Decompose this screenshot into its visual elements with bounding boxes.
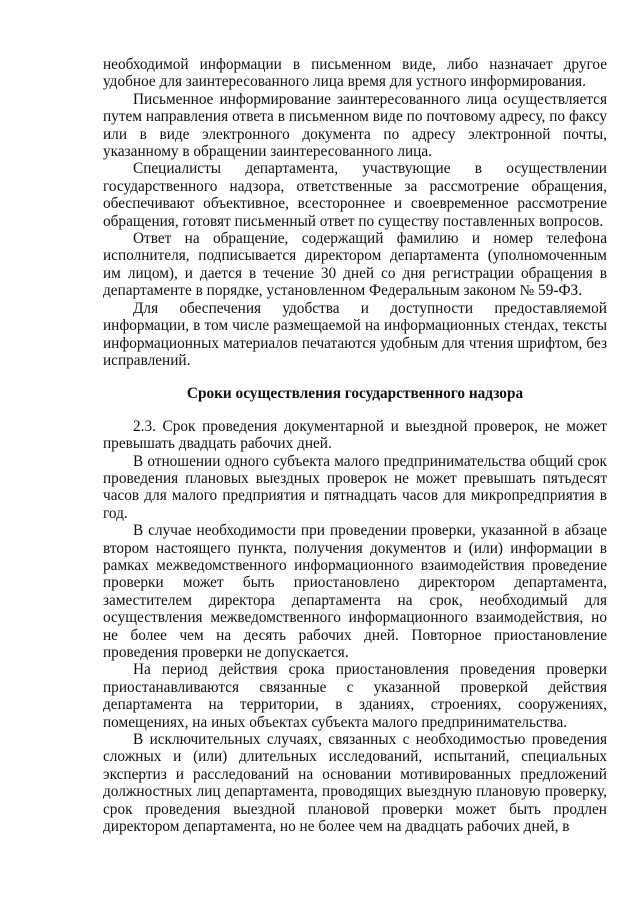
paragraph-exceptional-cases: В исключительных случаях, связанных с необходимостью проведения сложных и (или) длительных исследований, испытаний, специальных экспертиз и расследований на основании мотивированных предложений должностных лиц департамента, проводящих выездную плановую проверку, срок проведения выездной плановой проверки может быть продлен директором департамента, но не более чем на двадцать рабочих дней, в bbox=[103, 731, 607, 836]
paragraph-written-informing: Письменное информирование заинтересованного лица осуществляется путем направления ответа в письменном виде по почтовому адресу, по факсу или в виде электронного документа по адресу электронной почты, указанному в обращении заинтересованного лица. bbox=[103, 90, 607, 161]
section-heading: Сроки осуществления государственного надзора bbox=[186, 385, 524, 403]
paragraph-suspension: В случае необходимости при проведении проверки, указанной в абзаце втором настоящего пункта, получения документов и (или) информации в рамках межведомственного информационного взаимодействия проведение проверки может быть приостановлено директором департамента, заместителем директора департамента на срок, необходимый для осуществления межведомственного информационного взаимодействия, но не более чем на десять рабочих дней. Повторное приостановление проведения проверки не допускается. bbox=[103, 522, 607, 661]
paragraph-2-3: 2.3. Срок проведения документарной и выездной проверок, не может превышать двадцать рабочих дней. bbox=[103, 417, 607, 453]
paragraph-accessibility: Для обеспечения удобства и доступности предоставляемой информации, в том числе размещаемой на информационных стендах, тексты информационных материалов печатаются удобным для чтения шрифтом, без исправлений. bbox=[103, 299, 607, 369]
document-page bbox=[103, 56, 607, 835]
paragraph-continuation: необходимой информации в письменном виде, либо назначает другое удобное для заинтересованного лица время для устного информирования. bbox=[103, 56, 607, 91]
paragraph-specialists: Специалисты департамента, участвующие в осуществлении государственного надзора, ответственные за рассмотрение обращения, обеспечивают объективное, всестороннее и своевременное рассмотрение обращения, готовят письменный ответ по существу поставленных вопросов. bbox=[103, 160, 607, 230]
paragraph-small-business: В отношении одного субъекта малого предпринимательства общий срок проведения плановых выездных проверок не может превышать пятьдесят часов для малого предприятия и пятнадцать часов для микропредприятия в год. bbox=[103, 452, 607, 522]
paragraph-suspension-period: На период действия срока приостановления проведения проверки приостанавливаются связанные с указанной проверкой действия департамента на территории, в зданиях, строениях, сооружениях, помещениях, на иных объектах субъекта малого предпринимательства. bbox=[103, 661, 607, 731]
paragraph-response: Ответ на обращение, содержащий фамилию и номер телефона исполнителя, подписывается директором департамента (уполномоченным им лицом), и дается в течение 30 дней со дня регистрации обращения в департаменте в порядке, установленном Федеральным законом № 59-ФЗ. bbox=[103, 230, 607, 300]
